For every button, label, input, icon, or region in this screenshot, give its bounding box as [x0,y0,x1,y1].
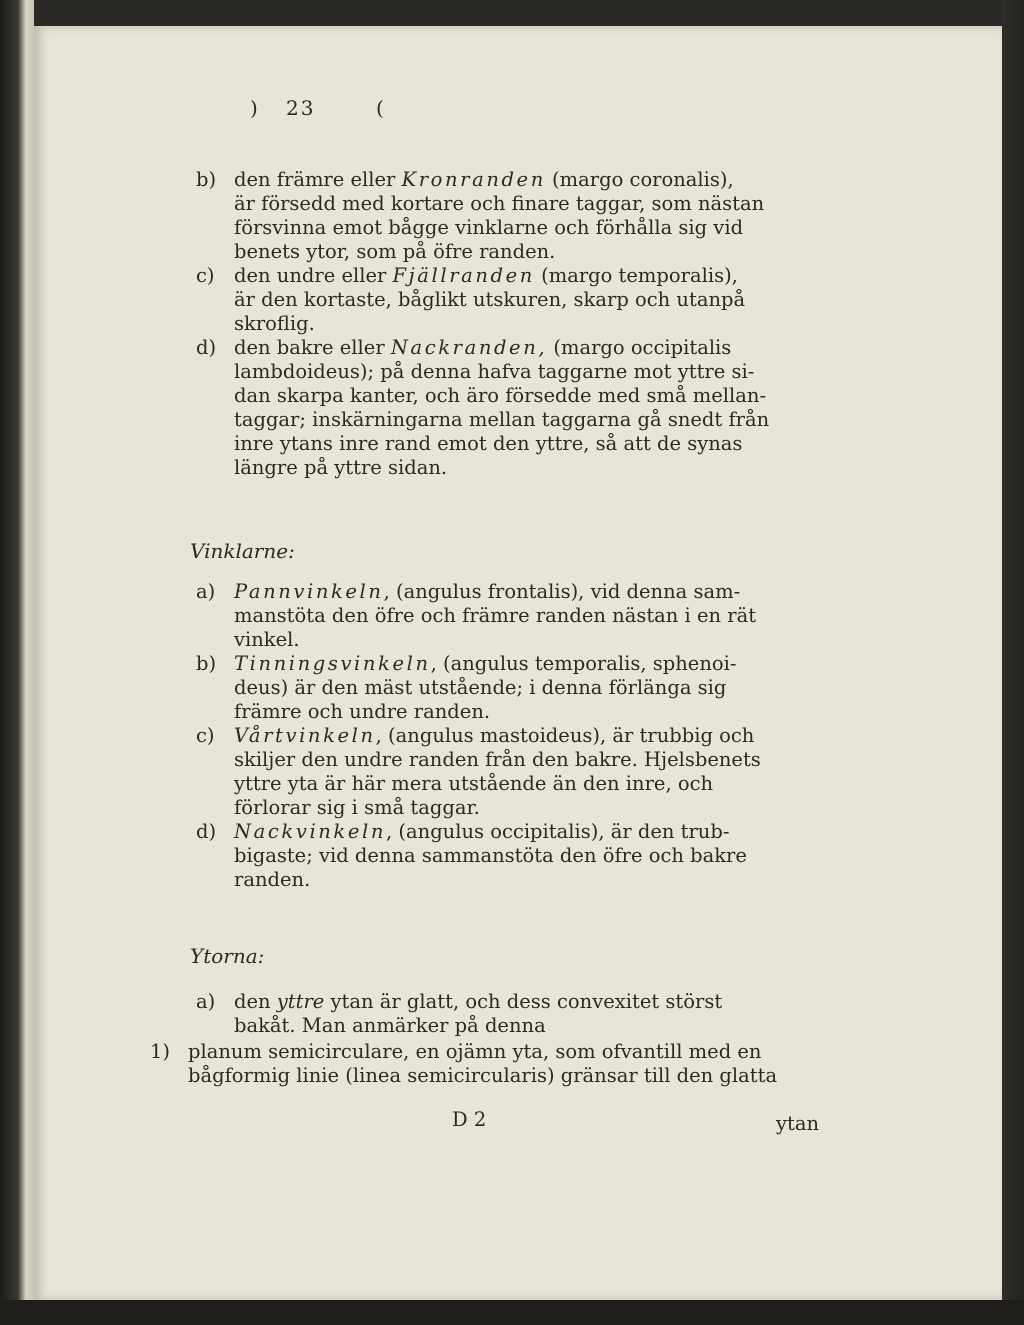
text-run: , (angulus occipitalis), är den trub- [386,820,730,843]
spaced-term: Kronranden [401,168,546,191]
text-run: inre ytans inre rand emot den yttre, så att de synas [234,432,743,455]
text-run: är den kortaste, båglikt utskuren, skarp och utanpå [234,288,746,311]
text-line [196,652,761,676]
text-run: bågformig linie (linea semicircularis) gränsar till den glatta [188,1064,778,1087]
text-run: randen. [234,868,311,891]
text-block-margins [196,168,769,480]
text-line [196,580,761,604]
spaced-term: Vårtvinkeln [234,724,376,747]
header-paren-left: ) [250,96,260,120]
text-line [196,724,761,748]
text-line [196,772,761,796]
text-line [150,1040,777,1064]
text-block-surfaces [196,990,722,1038]
text-line [196,216,769,240]
text-run: lambdoideus); på denna hafva taggarne mot yttre si- [234,360,755,383]
text-run: den [234,990,277,1013]
text-run: (margo occipitalis [547,336,732,359]
text-run: bigaste; vid denna sammanstöta den öfre och bakre [234,844,747,867]
text-run: den undre eller [234,264,393,287]
spaced-term: Tinningsvinkeln [234,652,431,675]
text-run: är försedd med kortare och finare taggar, som nästan [234,192,765,215]
text-line [196,628,761,652]
list-marker: c) [196,264,215,287]
text-run: skroflig. [234,312,315,335]
text-line [196,990,722,1014]
list-marker: 1) [150,1040,171,1063]
heading-vinklarne: Vinklarne: [190,539,295,563]
text-line [196,868,761,892]
text-line [196,264,769,288]
text-run: , (angulus frontalis), vid denna sam- [383,580,741,603]
text-line [196,1014,722,1038]
text-line [196,700,761,724]
text-line [196,288,769,312]
page-header [250,96,550,126]
text-run: deus) är den mäst utstående; i denna förlänga sig [234,676,727,699]
spaced-term: Pannvinkeln [234,580,384,603]
page-number: 23 [286,96,316,120]
scan-binding-edge [0,0,34,1325]
list-marker: b) [196,652,217,675]
text-line [196,844,761,868]
text-line [196,408,769,432]
list-marker: a) [196,990,216,1013]
text-line [196,360,769,384]
text-line [150,1064,777,1088]
text-run: dan skarpa kanter, och äro försedde med små mellan- [234,384,767,407]
text-run: , (angulus mastoideus), är trubbig och [375,724,755,747]
text-line [196,796,761,820]
text-block-angles [196,580,761,892]
text-line [196,604,761,628]
text-run: , (angulus temporalis, sphenoi- [430,652,737,675]
text-line [196,820,761,844]
text-run: ytan är glatt, och dess convexitet störst [324,990,723,1013]
text-run: den främre eller [234,168,402,191]
spaced-term: Nackvinkeln [234,820,386,843]
text-run: skiljer den undre randen från den bakre. Hjelsbenets [234,748,761,771]
text-line [196,168,769,192]
text-line [196,456,769,480]
text-run: främre och undre randen. [234,700,491,723]
text-run: (margo coronalis), [545,168,734,191]
text-line [196,432,769,456]
list-marker: d) [196,820,217,843]
text-run: längre på yttre sidan. [234,456,448,479]
list-marker: a) [196,580,216,603]
text-line [196,240,769,264]
text-run: yttre yta är här mera utstående än den inre, och [234,772,714,795]
spaced-term: Fjällranden [392,264,535,287]
list-marker: c) [196,724,215,747]
text-line [196,748,761,772]
list-marker: d) [196,336,217,359]
spaced-term: Nackranden, [390,336,548,359]
text-block-planum [150,1040,777,1088]
text-run: försvinna emot bågge vinklarne och förhålla sig vid [234,216,744,239]
text-run: den bakre eller [234,336,391,359]
list-marker: b) [196,168,217,191]
text-run: manstöta den öfre och främre randen nästan i en rät [234,604,757,627]
text-run: vinkel. [234,628,300,651]
catchword: ytan [776,1112,820,1135]
heading-ytorna: Ytorna: [190,944,265,968]
text-line [196,312,769,336]
text-run: bakåt. Man anmärker på denna [234,1014,546,1037]
text-line [196,384,769,408]
text-line [196,676,761,700]
scan-bottom-margin [0,1300,1024,1325]
scan-right-margin [1002,0,1024,1325]
text-run: (margo temporalis), [534,264,738,287]
emphasized-term: yttre [276,990,325,1013]
text-line [196,336,769,360]
text-run: planum semicirculare, en ojämn yta, som ofvantill med en [188,1040,762,1063]
signature-mark: D 2 [452,1108,487,1131]
text-run: förlorar sig i små taggar. [234,796,480,819]
text-run: taggar; inskärningarna mellan taggarna gå snedt från [234,408,770,431]
header-paren-right: ( [376,96,386,120]
text-run: benets ytor, som på öfre randen. [234,240,556,263]
text-line [196,192,769,216]
